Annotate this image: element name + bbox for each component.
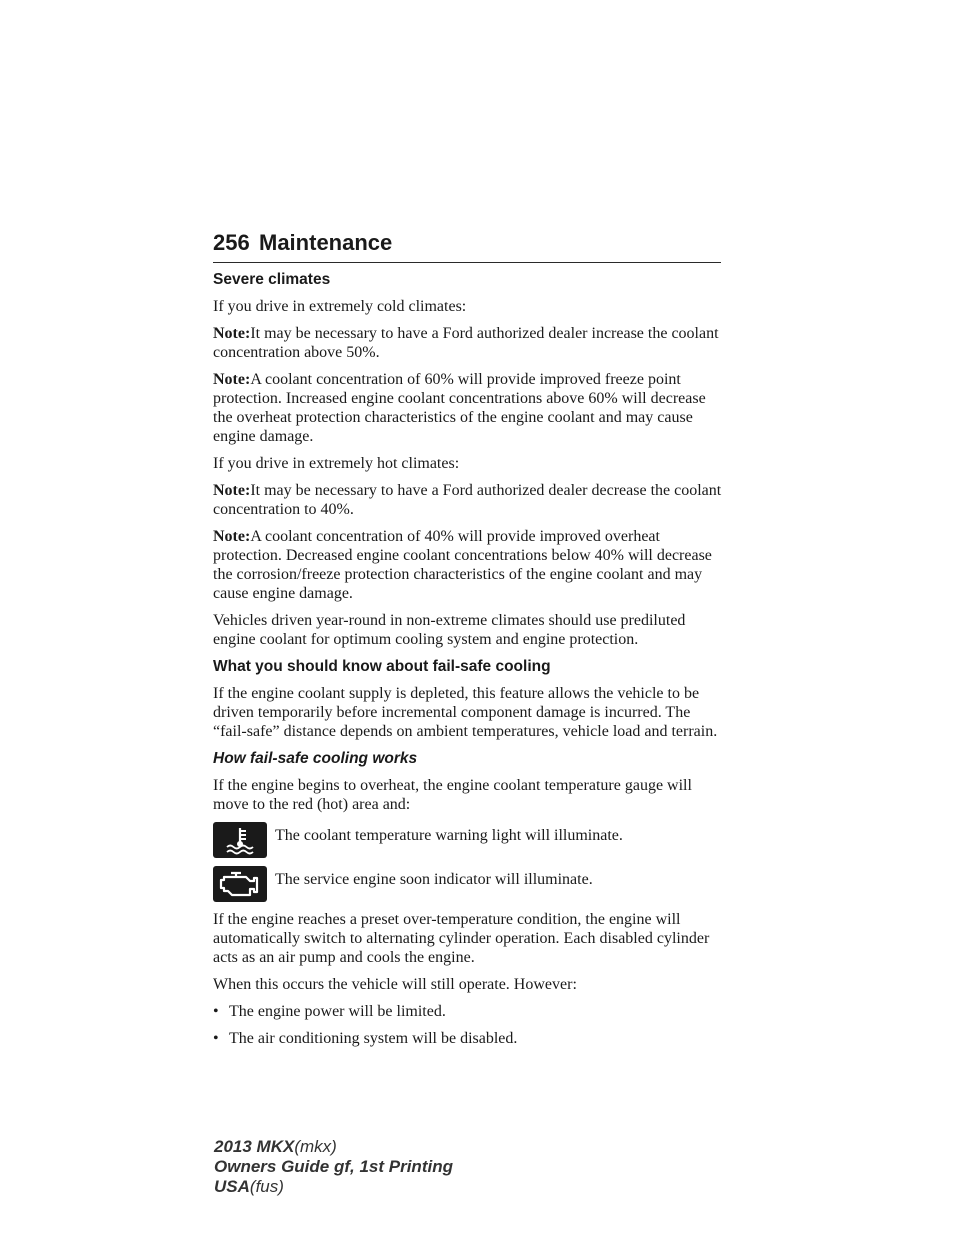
engine-indicator-text: The service engine soon indicator will illuminate. [275,871,593,888]
engine-indicator-row [213,866,723,904]
footer-market-code: (fus) [249,1177,284,1196]
list-item [213,1029,723,1048]
hot-note-1 [213,481,723,519]
page-content [213,270,723,1056]
footer-line-1 [214,1137,453,1157]
bullet-marker: • [213,1003,219,1020]
note-text: It may be necessary to have a Ford authorized dealer increase the coolant concentration above 50%. [213,325,719,361]
note-label: Note: [213,482,251,499]
footer-line-3 [214,1177,453,1197]
note-text: A coolant concentration of 40% will provide improved overheat protection. Decreased engine coolant concentrations below 40% will decrease the corrosion/freeze protection characteristics of the engine coolant and may cause engine damage. [213,528,712,602]
page-header [213,230,721,263]
list-item [213,1002,723,1021]
list-item-text: The engine power will be limited. [229,1003,446,1020]
cold-intro: If you drive in extremely cold climates: [213,298,467,315]
hot-note-2 [213,527,723,603]
footer-model-code: (mkx) [294,1137,337,1156]
bullet-marker: • [213,1030,219,1047]
footer-model: 2013 MKX [214,1137,295,1156]
note-label: Note: [213,528,251,545]
service-engine-soon-icon [213,866,267,902]
page-footer [214,1137,453,1197]
overheat-paragraph: If the engine begins to overheat, the engine coolant temperature gauge will move to the red (hot) area and: [213,777,692,813]
note-label: Note: [213,371,251,388]
note-label: Note: [213,325,251,342]
footer-market: USA [214,1177,250,1196]
severe-climates-heading: Severe climates [213,271,331,288]
cold-note-1 [213,324,723,362]
coolant-warning-text: The coolant temperature warning light will illuminate. [275,827,623,844]
preset-paragraph: If the engine reaches a preset over-temperature condition, the engine will automatically switch to alternating cylinder operation. Each disabled cylinder acts as an air pump and cools the engine. [213,911,710,966]
coolant-temperature-icon [213,822,267,858]
occurs-paragraph: When this occurs the vehicle will still operate. However: [213,976,577,993]
footer-line-2: Owners Guide gf, 1st Printing [214,1157,453,1176]
note-text: A coolant concentration of 60% will provide improved freeze point protection. Increased engine coolant concentrations above 60% will decrease the overheat protection characteristics of the engine coolant and may cause engine damage. [213,371,706,445]
page-number: 256 [213,230,250,255]
note-text: It may be necessary to have a Ford authorized dealer decrease the coolant concentration to 40%. [213,482,722,518]
non-extreme-paragraph: Vehicles driven year-round in non-extreme climates should use prediluted engine coolant for optimum cooling system and engine protection. [213,612,686,648]
failsafe-intro: If the engine coolant supply is depleted, this feature allows the vehicle to be driven temporarily before incremental component damage is incurred. The “fail-safe” distance depends on ambient temperatures, vehicle load and terrain. [213,685,718,740]
how-failsafe-heading: How fail-safe cooling works [213,750,418,767]
hot-intro: If you drive in extremely hot climates: [213,455,460,472]
coolant-warning-row [213,822,723,860]
list-item-text: The air conditioning system will be disabled. [229,1030,518,1047]
section-title: Maintenance [259,230,393,255]
failsafe-heading: What you should know about fail-safe cooling [213,658,551,675]
cold-note-2 [213,370,723,446]
